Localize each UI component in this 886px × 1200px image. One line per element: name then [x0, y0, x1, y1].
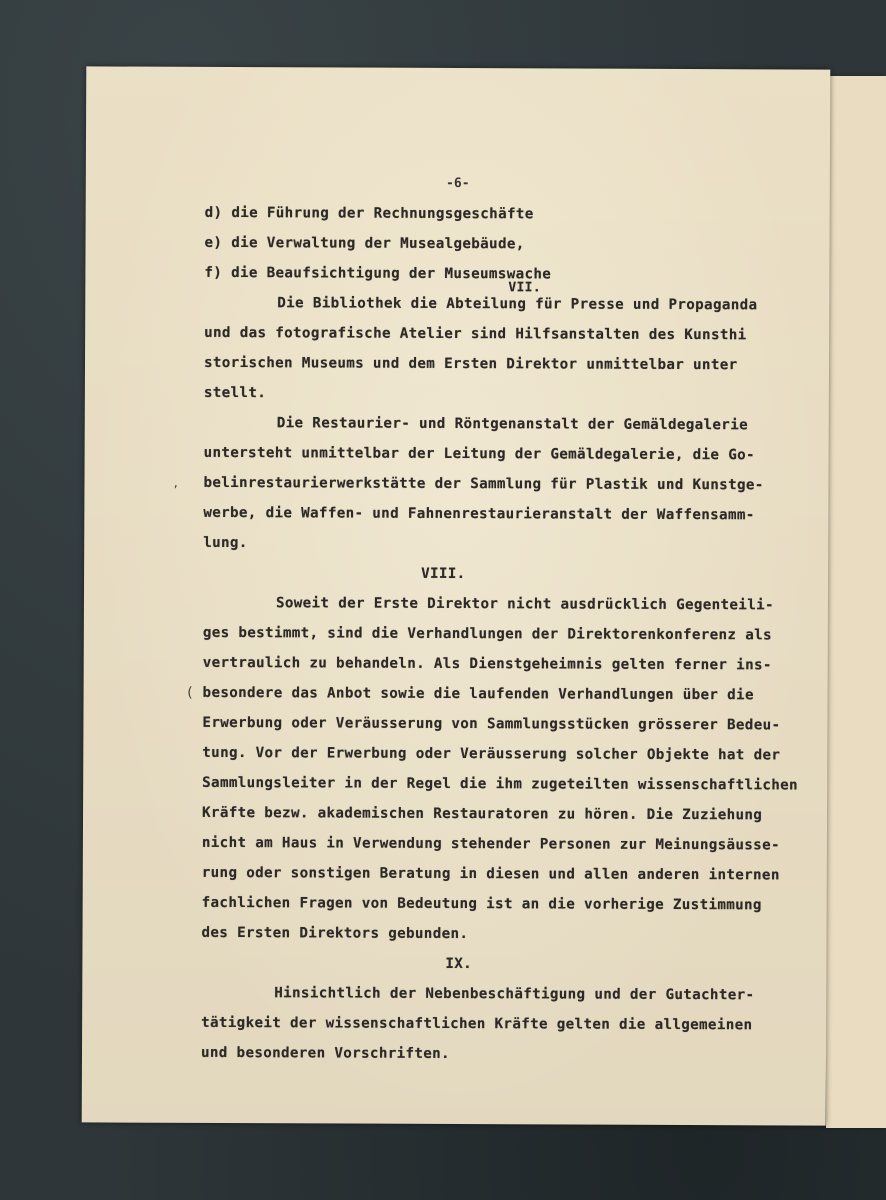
text-line: stellt. — [203, 384, 267, 402]
text-line: tätigkeit der wissenschaftlichen Kräfte gelten die allgemeinen — [201, 1014, 753, 1034]
next-page-edge — [826, 76, 886, 1128]
text-line: rung oder sonstigen Beratung in diesen und allen anderen internen — [201, 864, 780, 884]
text-line: storischen Museums und dem Ersten Direktor unmittelbar unter — [203, 354, 738, 374]
section-heading-vii: VII. — [508, 280, 542, 296]
text-line: Kräfte bezw. akademischen Restauratoren zu hören. Die Zuziehung — [202, 804, 763, 824]
text-line: e) die Verwaltung der Musealgebäude, — [204, 234, 525, 253]
text-line: lung. — [203, 534, 248, 552]
text-line: Soweit der Erste Direktor nicht ausdrücklich Gegenteili- — [275, 595, 774, 614]
text-line: tung. Vor der Erwerbung oder Veräusserung solcher Objekte hat der — [202, 744, 781, 764]
text-line: Erwerbung oder Veräusserung von Sammlungsstücken grösserer Bedeu- — [202, 714, 781, 734]
text-line: Die Bibliothek die Abteilung für Presse und Propaganda — [277, 295, 758, 314]
text-line: und das fotografische Atelier sind Hilfsanstalten des Kunsthi — [204, 324, 747, 344]
text-line: f) die Beaufsichtigung der Museumswache — [204, 264, 552, 283]
page-number: -6- — [446, 175, 470, 192]
text-line: werbe, die Waffen- und Fahnenrestaurieranstalt der Waffensamm- — [203, 504, 755, 524]
text-line: fachlichen Fragen von Bedeutung ist an die vorherige Zustimmung — [201, 894, 762, 914]
text-line: Die Restaurier- und Röntgenanstalt der Gemäldegalerie — [276, 415, 749, 434]
typed-document-page — [82, 66, 831, 1125]
margin-pencil-mark: ( — [185, 684, 195, 701]
text-line: besondere das Anbot sowie die laufenden Verhandlungen über die — [202, 684, 754, 704]
text-line: ges bestimmt, sind die Verhandlungen der Direktorenkonferenz als — [202, 624, 772, 644]
text-line: vertraulich zu behandeln. Als Dienstgeheimnis gelten ferner ins- — [202, 654, 772, 674]
text-line: Sammlungsleiter in der Regel die ihm zugeteilten wissenschaftlichen — [202, 774, 798, 794]
margin-pencil-mark: , — [172, 476, 180, 490]
section-heading-viii: VIII. — [421, 565, 466, 583]
text-line: belinrestaurierwerkstätte der Sammlung für Plastik und Kunstge- — [203, 474, 764, 494]
text-line: und besonderen Vorschriften. — [200, 1044, 451, 1062]
section-heading-ix: IX. — [445, 955, 473, 973]
text-line: nicht am Haus in Verwendung stehender Personen zur Meinungsäusse- — [201, 834, 780, 854]
text-line: untersteht unmittelbar der Leitung der Gemäldegalerie, die Go- — [203, 444, 755, 464]
text-line: des Ersten Direktors gebunden. — [201, 924, 469, 943]
text-line: Hinsichtlich der Nebenbeschäftigung und der Gutachter- — [274, 985, 755, 1004]
text-line: d) die Führung der Rechnungsgeschäfte — [204, 204, 534, 223]
